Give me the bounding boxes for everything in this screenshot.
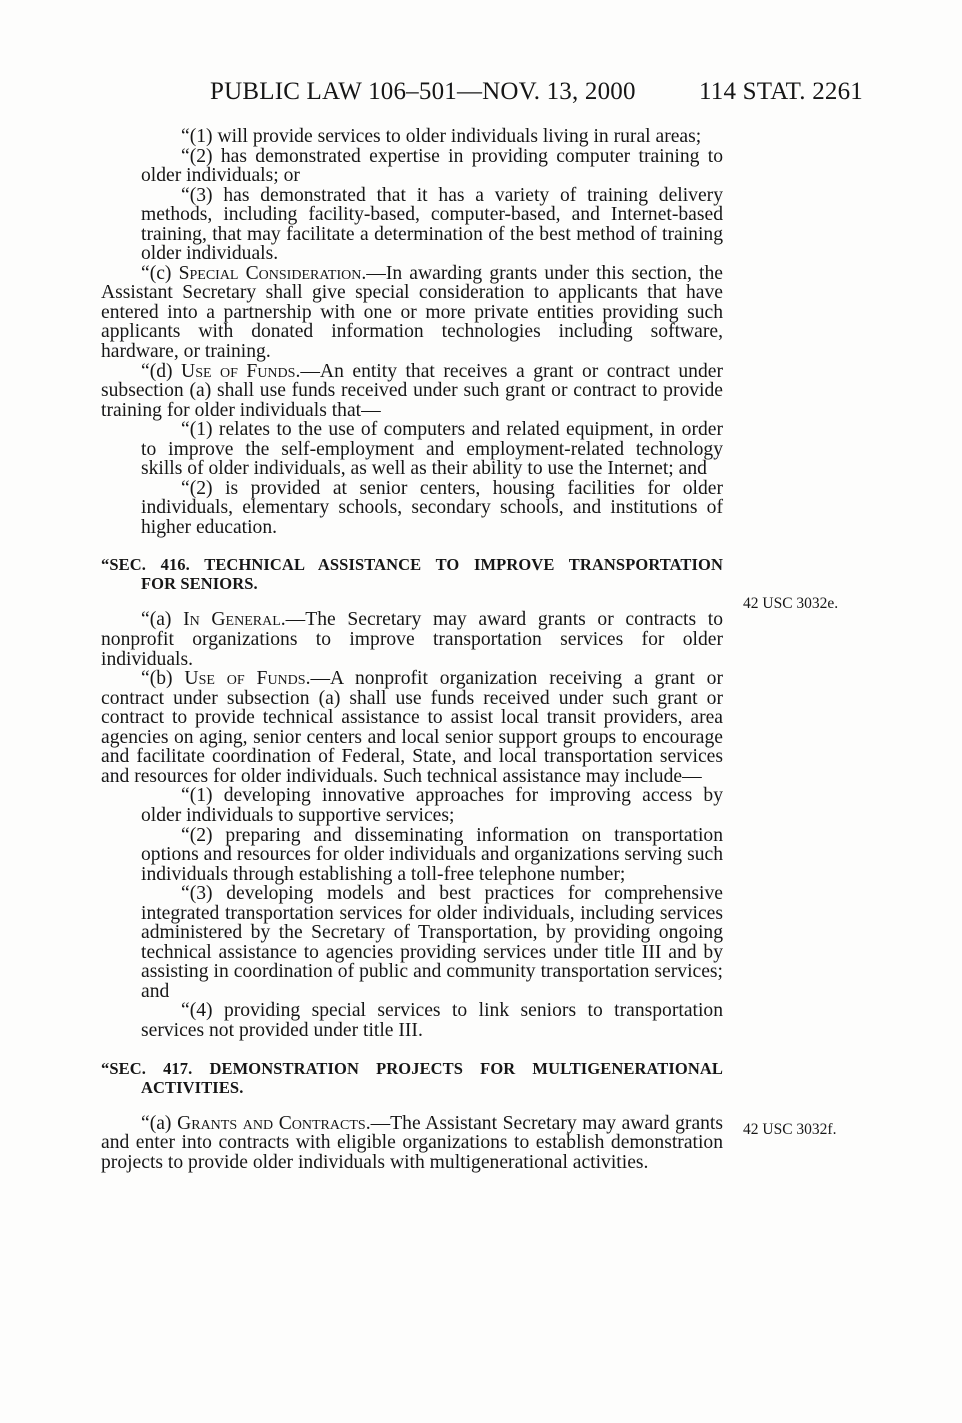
section-417-subsection-a: “(a) Grants and Contracts.—The Assistant Secretary may award grants and enter into contracts with eligible organizations to establish demonstration projects to provide older individuals with multigenerational activities.	[101, 1112, 724, 1173]
section-416-b-heading: Use of Funds	[184, 668, 306, 690]
subsection-d-heading: Use of Funds	[181, 360, 296, 382]
section-416-subsection-a: “(a) In General.—The Secretary may award grants or contracts to nonprofit organizations to improve transportation services for older individuals.	[101, 609, 723, 670]
section-417-heading	[101, 1059, 723, 1097]
section-416-b-1: “(1) developing innovative approaches for improving access by older individuals to supportive services;	[141, 785, 723, 826]
paragraph-d-1: “(1) relates to the use of computers and related equipment, in order to improve the self-employment and employment-related technology skills of older individuals, as well as their ability to use the Internet; and	[141, 419, 723, 480]
body-text	[101, 127, 723, 1172]
paragraph-b-3: “(3) has demonstrated that it has a variety of training delivery methods, including facility-based, computer-based, and Internet-based training, that may facilitate a determination of the best method of training older individuals.	[141, 184, 723, 265]
paragraph-b-2: “(2) has demonstrated expertise in providing computer training to older individuals; or	[141, 145, 723, 187]
section-416-heading-line1: “SEC. 416. TECHNICAL ASSISTANCE TO IMPROVE TRANSPORTATION	[101, 555, 723, 575]
section-416-b-3: “(3) developing models and best practices for comprehensive integrated transportation services for older individuals, including services administered by the Secretary of Transportation, by providing ongoing technical assistance to agencies providing services under title III and by assisting in coordination of public and community transportation services; and	[141, 883, 723, 1002]
subsection-c-heading: Special Consideration	[178, 262, 362, 284]
section-416-subsection-b: “(b) Use of Funds.—A nonprofit organization receiving a grant or contract under subsection (a) shall use funds received under such grant or contract to provide technical assistance to assist local transit providers, area agencies on aging, senior centers and local senior support groups to encourage and facilitate coordination of Federal, State, and local transportation services and resources for older individuals. Such technical assistance may include—	[101, 668, 723, 787]
running-head-stat: 114 STAT. 2261	[699, 78, 863, 105]
margin-citation-416: 42 USC 3032e.	[743, 595, 839, 612]
section-416-heading	[101, 555, 723, 593]
paragraph-b-1: “(1) will provide services to older individuals living in rural areas;	[181, 126, 702, 147]
paragraph-d-2: “(2) is provided at senior centers, housing facilities for older individuals, elementary schools, secondary schools, and institutions of higher education.	[141, 477, 723, 538]
section-417-heading-line2: ACTIVITIES.	[141, 1077, 244, 1097]
subsection-d: “(d) Use of Funds.—An entity that receives a grant or contract under subsection (a) shall use funds received under such grant or contract to provide training for older individuals that—	[101, 360, 723, 421]
subsection-c: “(c) Special Consideration.—In awarding grants under this section, the Assistant Secretary shall give special consideration to applicants that have entered into a partnership with one or more private entities providing such applicants with donated information technologies including software, hardware, or training.	[101, 262, 723, 363]
margin-citation-417: 42 USC 3032f.	[743, 1121, 837, 1138]
section-416-a-heading: In General	[183, 609, 281, 631]
section-416-b-2: “(2) preparing and disseminating information on transportation options and resources for older individuals and organizations serving such individuals through establishing a toll-free telephone number;	[141, 824, 723, 885]
section-417-heading-line1: “SEC. 417. DEMONSTRATION PROJECTS FOR MULTIGENERATIONAL	[101, 1058, 723, 1078]
section-416-b-4: “(4) providing special services to link seniors to transportation services not provided under title III.	[141, 1000, 723, 1041]
section-417-a-heading: Grants and Contracts	[177, 1112, 366, 1134]
running-head-law: PUBLIC LAW 106–501—NOV. 13, 2000	[210, 78, 636, 105]
page-header	[0, 78, 962, 112]
section-416-heading-line2: FOR SENIORS.	[141, 574, 258, 594]
